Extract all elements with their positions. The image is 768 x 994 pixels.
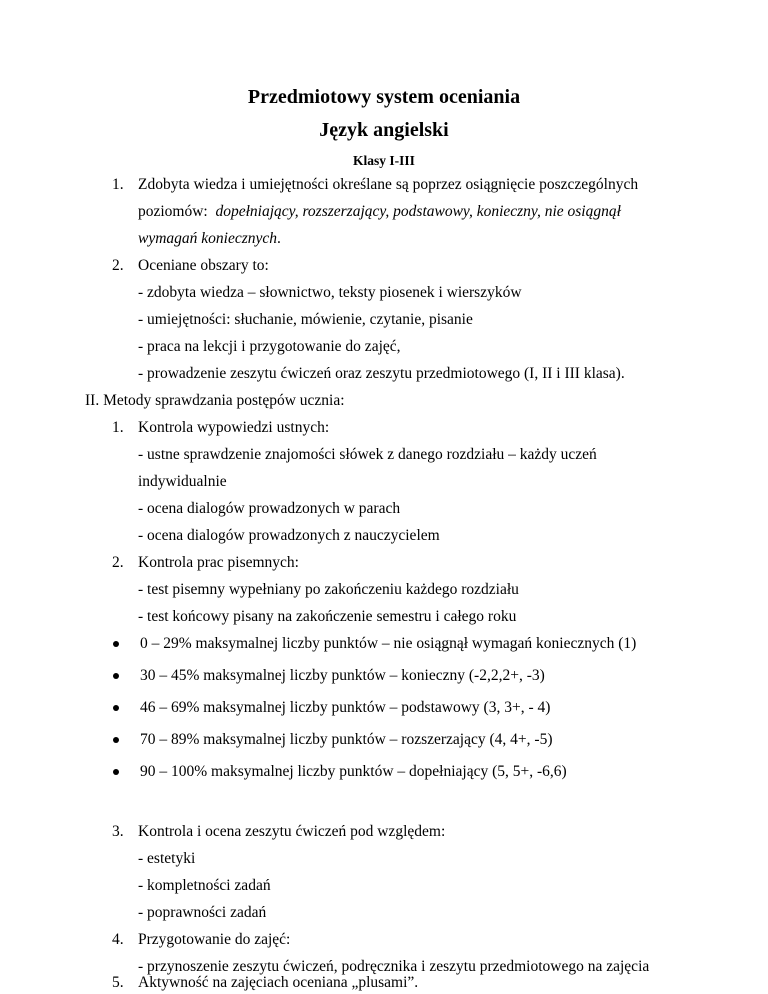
item-heading: Oceniane obszary to: (138, 257, 269, 274)
bullet-item: 70 – 89% maksymalnej liczby punktów – rozszerzający (4, 4+, -5) (140, 731, 553, 748)
item-text-prefix: poziomów: (138, 203, 208, 220)
bullet-item: 46 – 69% maksymalnej liczby punktów – podstawowy (3, 3+, - 4) (140, 699, 551, 716)
item-number: 4. (112, 931, 124, 948)
item-text: Zdobyta wiedza i umiejętności określane są poprzez osiągnięcie poszczególnych (138, 176, 639, 193)
item-line: - estetyki (138, 850, 196, 867)
section-heading: II. Metody sprawdzania postępów ucznia: (85, 392, 345, 409)
item-heading: Przygotowanie do zajęć: (138, 931, 291, 948)
item-line: - zdobyta wiedza – słownictwo, teksty piosenek i wierszyków (138, 284, 522, 301)
item-number: 3. (112, 823, 124, 840)
item-number: 1. (112, 419, 124, 436)
item-text (138, 229, 281, 249)
bullet-icon (113, 673, 119, 679)
item-line: - prowadzenie zeszytu ćwiczeń oraz zeszytu przedmiotowego (I, II i III klasa). (138, 365, 625, 382)
item-line: - ocena dialogów prowadzonych w parach (138, 500, 401, 517)
item-number: 2. (112, 554, 124, 571)
item-line: - umiejętności: słuchanie, mówienie, czytanie, pisanie (138, 311, 473, 328)
item-heading: Kontrola prac pisemnych: (138, 554, 299, 571)
item-line: indywidualnie (138, 473, 227, 490)
item-line: - test pisemny wypełniany po zakończeniu każdego rozdziału (138, 581, 519, 598)
class-range: Klasy I-III (353, 153, 415, 168)
item-line: - kompletności zadań (138, 877, 271, 894)
item-heading: Kontrola i ocena zeszytu ćwiczeń pod względem: (138, 823, 446, 840)
item-text-italic: wymagań koniecznych (138, 230, 278, 247)
item-line: - ocena dialogów prowadzonych z nauczycielem (138, 527, 440, 544)
item-line: - test końcowy pisany na zakończenie semestru i całego roku (138, 608, 517, 625)
bullet-icon (113, 705, 119, 711)
item-number: 5. (112, 974, 124, 991)
item-line: - przynoszenie zeszytu ćwiczeń, podręcznika i zeszytu przedmiotowego na zajęcia (138, 958, 650, 975)
item-number: 1. (112, 176, 124, 193)
bullet-icon (113, 737, 119, 743)
item-text (138, 202, 621, 222)
item-heading: Aktywność na zajęciach oceniana „plusami”. (138, 974, 419, 991)
bullet-icon (113, 641, 119, 647)
bullet-icon (113, 769, 119, 775)
item-line: - poprawności zadań (138, 904, 267, 921)
bullet-item: 30 – 45% maksymalnej liczby punktów – konieczny (-2,2,2+, -3) (140, 667, 545, 684)
item-text-suffix: . (277, 230, 281, 247)
item-line: - ustne sprawdzenie znajomości słówek z danego rozdziału – każdy uczeń (138, 446, 597, 463)
bullet-item: 0 – 29% maksymalnej liczby punktów – nie osiągnął wymagań koniecznych (1) (140, 635, 637, 652)
item-text-italic: dopełniający, rozszerzający, podstawowy, konieczny, nie osiągnął (215, 203, 621, 220)
bullet-item: 90 – 100% maksymalnej liczby punktów – dopełniający (5, 5+, -6,6) (140, 763, 567, 780)
document-title: Przedmiotowy system oceniania (247, 86, 521, 108)
document-subtitle: Język angielski (319, 119, 449, 141)
item-line: - praca na lekcji i przygotowanie do zajęć, (138, 338, 401, 355)
item-heading: Kontrola wypowiedzi ustnych: (138, 419, 330, 436)
item-number: 2. (112, 257, 124, 274)
